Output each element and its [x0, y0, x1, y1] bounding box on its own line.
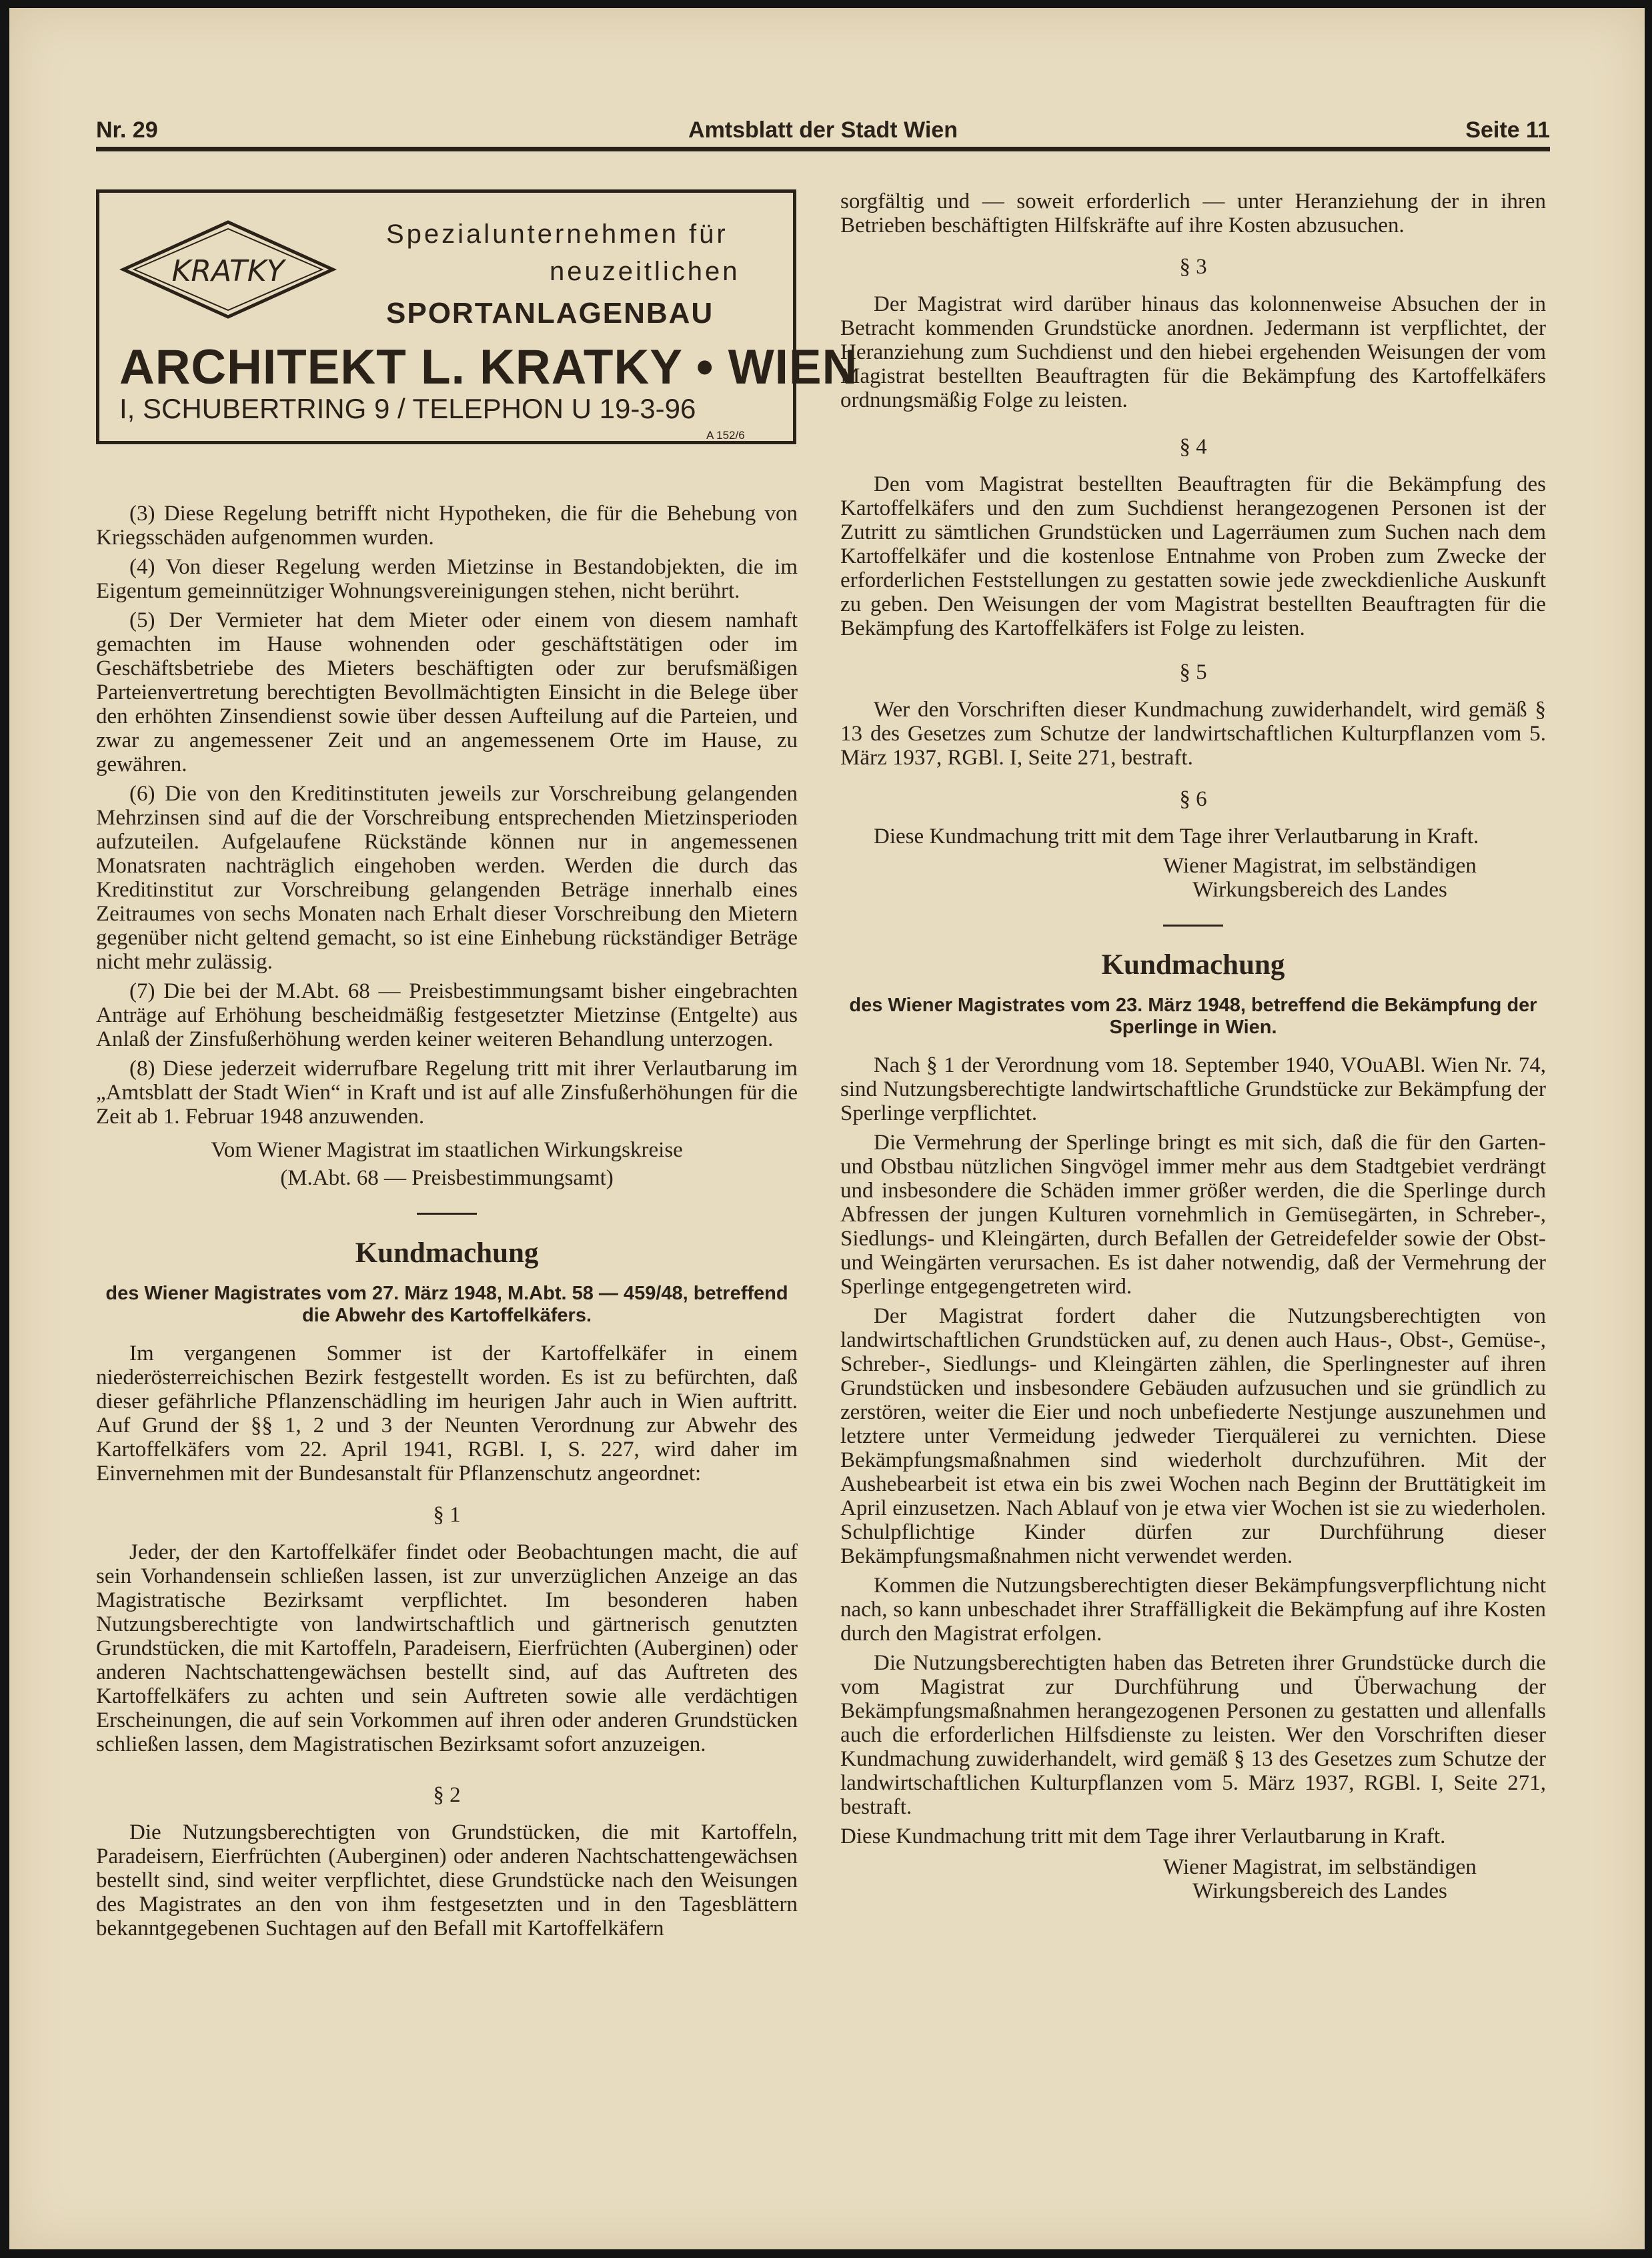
- signature-a-line-1: Wiener Magistrat, im selbständigen: [1163, 854, 1477, 878]
- section-4-text: Den vom Magistrat bestellten Beauftragten für die Bekämpfung des Kartoffelkäfers und den zum Suchdienst herangezogenen Personen ist der Zutritt zu sämtlichen Grundstücken und Lagerräumen zum Suchen nach dem Kartoffelkäfer und die kostenlose Entnahme von Proben zum Zwecke der erforderlichen Feststellungen zu gestatten sowie jede zweckdienliche Auskunft zu geben. Den Weisungen der vom Magistrat bestellten Beauftragten für die Bekämpfung des Kartoffelkäfers ist Folge zu leisten.: [840, 472, 1546, 640]
- continuation-text: sorgfältig und — soweit erforderlich — unter Heranziehung der in ihren Betrieben beschäftigten Hilfskräfte auf ihre Kosten abzusuchen.: [840, 189, 1546, 237]
- section-divider: [417, 1213, 477, 1215]
- paragraph-6: (6) Die von den Kreditinstituten jeweils zur Vorschreibung gelangenden Mehrzinsen sind auf die der Vorschreibung entsprechenden Mietzinsperioden aufzuteilen. Aufgelaufene Rückstände können nur in angemessenen Monatsraten nachträglich eingehoben werden. Werden die durch das Kreditinstitut zur Vorschreibung gelangenden Beträge innerhalb eines Zeitraumes von sechs Monaten nach Erhalt dieser Vorschreibung den Mietern gegenüber nicht geltend gemacht, so ist eine Einhebung rückständiger Beträge nicht mehr zulässig.: [96, 782, 798, 974]
- left-column: [96, 502, 798, 1946]
- paragraph-8: (8) Diese jederzeit widerrufbare Regelung tritt mit ihrer Verlautbarung im „Amtsblatt der Stadt Wien“ in Kraft und ist auf alle Zinsfußerhöhungen für die Zeit ab 1. Februar 1948 anzuwenden.: [96, 1057, 798, 1129]
- section-2-text: Die Nutzungsberechtigten von Grundstücken, die mit Kartoffeln, Paradeisern, Eierfrüchten (Auberginen) oder anderen Nachtschattengewächsen bestellt sind, sind weiter verpflichtet, diese Grundstücke nach den Weisungen des Magistrates an den von ihm festgesetzten und in den Tagesblättern bekanntgegebenen Suchtagen auf den Befall mit Kartoffelkäfern: [96, 1820, 798, 1940]
- signature-b-line-2: Wirkungsbereich des Landes: [1192, 1879, 1447, 1903]
- paragraph-3: (3) Diese Regelung betrifft nicht Hypotheken, die für die Behebung von Kriegsschäden aufgenommen wurden.: [96, 502, 798, 550]
- section-5-text: Wer den Vorschriften dieser Kundmachung zuwiderhandelt, wird gemäß § 13 des Gesetzes zum Schutze der landwirtschaftlichen Kulturpflanzen vom 5. März 1937, RGBl. I, Seite 271, bestraft.: [840, 698, 1546, 770]
- section-4-heading: § 4: [1179, 435, 1207, 459]
- advertisement-box: [96, 189, 858, 444]
- section-3-heading: § 3: [1179, 255, 1207, 279]
- paragraph-7: (7) Die bei der M.Abt. 68 — Preisbestimmungsamt bisher eingebrachten Anträge auf Erhöhung bescheidmäßig festgesetzter Mietzinse (Entgelte) aus Anlaß der Zinsfußerhöhung werden keiner weiteren Behandlung unterzogen.: [96, 979, 798, 1051]
- kundmachung-2-title: Kundmachung: [1101, 949, 1285, 981]
- header-rule: [96, 147, 1550, 151]
- section-divider-right: [1163, 925, 1223, 927]
- signature-a-line-2: Wirkungsbereich des Landes: [1192, 878, 1447, 902]
- publication-title: Amtsblatt der Stadt Wien: [688, 117, 958, 143]
- section-3-text: Der Magistrat wird darüber hinaus das kolonnenweise Absuchen der in Betracht kommenden Grundstücke anordnen. Jedermann ist verpflichtet, der Heranziehung zum Suchdienst und den hiebei ergehenden Weisungen der vom Magistrat bestellten Beauftragten für die Bekämpfung des Kartoffelkäfers ordnungsmäßig Folge zu leisten.: [840, 292, 1546, 412]
- ad-line-2: neuzeitlichen: [550, 257, 740, 286]
- signature-b-line-1: Wiener Magistrat, im selbständigen: [1163, 1855, 1477, 1879]
- signature-line-1: Vom Wiener Magistrat im staatlichen Wirkungskreise: [211, 1138, 683, 1162]
- kundmachung-subtitle: des Wiener Magistrates vom 27. März 1948, M.Abt. 58 — 459/48, betreffend die Abwehr des Kartoffelkäfers.: [105, 1283, 788, 1326]
- kundmachung-2-paragraph-1: Nach § 1 der Verordnung vom 18. September 1940, VOuABl. Wien Nr. 74, sind Nutzungsberechtigte landwirtschaftliche Grundstücke zur Bekämpfung der Sperlinge verpflichtet.: [840, 1053, 1546, 1125]
- signature-block-b: [840, 1855, 1546, 1903]
- kundmachung-2-paragraph-5: Die Nutzungsberechtigten haben das Betreten ihrer Grundstücke durch die vom Magistrat zur Durchführung und Überwachung der Bekämpfungsmaßnahmen herangezogenen Personen zu gestatten und allenfalls auch die erforderlichen Hilfsdienste zu leisten. Wer den Vorschriften dieser Kundmachung zuwiderhandelt, wird gemäß § 13 des Gesetzes zum Schutze der landwirtschaftlichen Kulturpflanzen vom 5. März 1937, RGBl. I, Seite 271, bestraft.: [840, 1651, 1546, 1819]
- signature-block-a: [840, 854, 1546, 902]
- signature-line-2: (M.Abt. 68 — Preisbestimmungsamt): [280, 1166, 614, 1190]
- kundmachung-title: Kundmachung: [355, 1237, 539, 1269]
- section-6-text: Diese Kundmachung tritt mit dem Tage ihrer Verlautbarung in Kraft.: [874, 824, 1479, 849]
- paragraph-5: (5) Der Vermieter hat dem Mieter oder einem von diesem namhaft gemachten im Hause wohnenden oder geschäftstätigen oder im Geschäftsbetriebe des Mieters beschäftigten oder zur berufsmäßigen Parteienvertretung berechtigten Bevollmächtigten Einsicht in die Belege über den erhöhten Zinsendienst sowie über dessen Aufteilung auf die Parteien, und zwar zu angemessener Zeit und an angemessenem Orte im Hause, zu gewähren.: [96, 608, 798, 776]
- ad-line-3: SPORTANLAGENBAU: [386, 297, 714, 330]
- section-1-text: Jeder, der den Kartoffelkäfer findet oder Beobachtungen macht, die auf sein Vorhandensein schließen lassen, ist zur unverzüglichen Anzeige an das Magistratische Bezirksamt verpflichtet. Im besonderen haben Nutzungsberechtigte von landwirtschaftlich und gärtnerisch genutzten Grundstücken, die mit Kartoffeln, Paradeisern, Eierfrüchten (Auberginen) oder anderen Nachtschattengewächsen bestellt sind, auf das Auftreten des Kartoffelkäfers zu achten und sein Auftreten sowie alle verdächtigen Erscheinungen, die auf sein Vorkommen auf ihren oder anderen Grundstücken schließen lassen, dem Magistratischen Bezirksamt sofort anzuzeigen.: [96, 1540, 798, 1756]
- paragraph-4: (4) Von dieser Regelung werden Mietzinse in Bestandobjekten, die im Eigentum gemeinnütziger Wohnungsvereinigungen stehen, nicht berührt.: [96, 555, 798, 603]
- kundmachung-2-subtitle: des Wiener Magistrates vom 23. März 1948, betreffend die Bekämpfung der Sperlinge in Wien.: [849, 995, 1537, 1038]
- kratky-logo-icon: [118, 219, 338, 320]
- kundmachung-2-paragraph-6: Diese Kundmachung tritt mit dem Tage ihrer Verlautbarung in Kraft.: [840, 1824, 1446, 1848]
- ad-line-1: Spezialunternehmen für: [386, 219, 728, 249]
- ad-headline: ARCHITEKT L. KRATKY • WIEN: [119, 340, 858, 394]
- issue-number: Nr. 29: [96, 117, 158, 143]
- ad-address: I, SCHUBERTRING 9 / TELEPHON U 19-3-96: [119, 393, 696, 424]
- ad-code: A 152/6: [706, 429, 745, 442]
- kundmachung-2-paragraph-3: Der Magistrat fordert daher die Nutzungsberechtigten von landwirtschaftlichen Grundstücken auf, zu denen auch Haus-, Obst-, Gemüse-, Schreber-, Siedlungs- und Kleingärten zählen, die Sperlingnester auf ihren Grundstücken und insbesondere Gebäuden aufzusuchen und sie gründlich zu zerstören, weiter die Eier und noch unbefiederte Nestjunge auszunehmen und letztere unter Vermeidung jedweder Tierquälerei zu vernichten. Diese Bekämpfungsmaßnahmen sind wiederholt durchzuführen. Mit der Aushebearbeit ist etwa ein bis zwei Wochen nach Beginn der Bruttätigkeit im April einzusetzen. Nach Ablauf von je etwa vier Wochen ist sie zu wiederholen. Schulpflichtige Kinder dürfen zur Durchführung dieser Bekämpfungsmaßnahmen nicht verwendet werden.: [840, 1304, 1546, 1568]
- section-6-heading: § 6: [1179, 787, 1207, 811]
- section-1-heading: § 1: [433, 1503, 461, 1527]
- kundmachung-2-paragraph-2: Die Vermehrung der Sperlinge bringt es mit sich, daß die für den Garten- und Obstbau nützlichen Singvögel immer mehr aus dem Stadtgebiet verdrängt und insbesondere die Schäden immer größer werden, die die Sperlinge durch Abfressen der jungen Kulturen vornehmlich in Gemüsegärten, in Schreber-, Siedlungs- und Kleingärten, durch Befallen der Getreidefelder sowie der Obst- und Weingärten verursachen. Es ist daher notwendig, daß der Vermehrung der Sperlinge entgegengetreten wird.: [840, 1131, 1546, 1299]
- page-number: Seite 11: [1465, 117, 1550, 143]
- section-2-heading: § 2: [433, 1783, 461, 1807]
- right-column: [840, 189, 1546, 1903]
- section-5-heading: § 5: [1179, 660, 1207, 684]
- page-header: [96, 113, 1550, 148]
- kundmachung-intro: Im vergangenen Sommer ist der Kartoffelkäfer in einem niederösterreichischen Bezirk festgestellt worden. Es ist zu befürchten, daß dieser gefährliche Pflanzenschädling im heurigen Jahr auch in Wien auftritt. Auf Grund der §§ 1, 2 und 3 der Neunten Verordnung zur Abwehr des Kartoffelkäfers vom 22. April 1941, RGBl. I, S. 227, wird daher im Einvernehmen mit der Bundesanstalt für Pflanzenschutz angeordnet:: [96, 1341, 798, 1486]
- kundmachung-2-paragraph-4: Kommen die Nutzungsberechtigten dieser Bekämpfungsverpflichtung nicht nach, so kann unbeschadet ihrer Straffälligkeit die Bekämpfung auf ihre Kosten durch den Magistrat erfolgen.: [840, 1574, 1546, 1646]
- newspaper-page: [9, 8, 1645, 2249]
- logo-text: KRATKY: [171, 254, 285, 288]
